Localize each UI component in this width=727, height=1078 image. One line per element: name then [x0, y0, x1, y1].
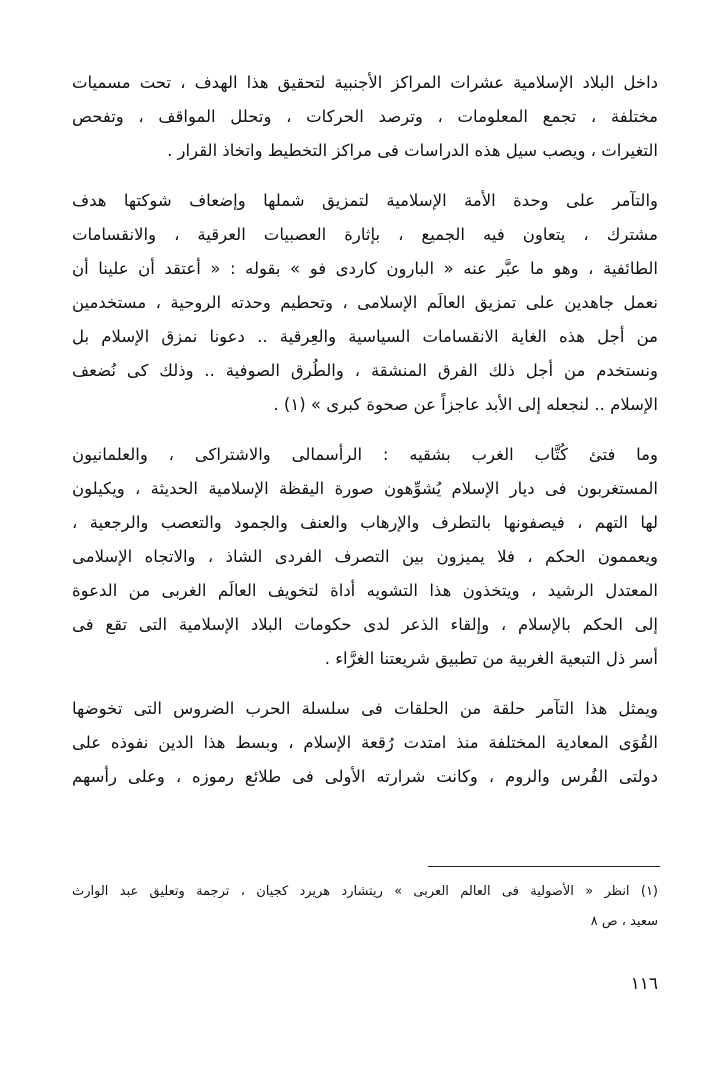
text-line: القُوَى المعادية المختلفة منذ امتدت رُقعة الإسلام ، وبسط هذا الدين نفوذه على [72, 733, 658, 752]
footnote-divider [428, 866, 660, 867]
page-number: ١١٦ [630, 974, 658, 994]
text-line: ويمثل هذا التآمر حلقة من الحلقات فى سلسلة الحرب الضروس التى تخوضها [72, 699, 658, 718]
paragraph-3 [72, 438, 658, 676]
text-line: المستغربون فى ديار الإسلام يُشوِّهون صورة اليقظة الإسلامية الحديثة ، ويكيلون [72, 479, 658, 498]
text-line: نعمل جاهدين على تمزيق العالَم الإسلامى ، وتحطيم وحدته الروحية ، مستخدمين [72, 293, 658, 312]
footnote-line: (١) انظر « الأصولية فى العالم العربى » ريتشارد هريرد كجيان ، ترجمة وتعليق عبد الوارث [72, 884, 658, 899]
paragraph-2 [72, 184, 658, 422]
text-line: إلى الحكم بالإسلام ، وإلقاء الذعر لدى حكومات البلاد الإسلامية التى تقع فى [72, 615, 658, 634]
text-line: وما فتئ كُتَّاب الغرب بشقيه : الرأسمالى والاشتراكى ، والعلمانيون [72, 445, 658, 464]
main-text [72, 66, 658, 794]
footnote-line: سعيد ، ص ٨ [590, 914, 658, 929]
text-line: الإسلام .. لنجعله إلى الأبد عاجزاً عن صحوة كبرى » (١) . [273, 395, 658, 414]
text-line: التغيرات ، ويصب سيل هذه الدراسات فى مراكز التخطيط واتخاذ القرار . [167, 141, 658, 160]
text-line: دولتى الفُرس والروم ، وكانت شرارته الأولى فى طلائع رموزه ، وعلى رأسهم [72, 767, 658, 786]
text-line: داخل البلاد الإسلامية عشرات المراكز الأجنبية لتحقيق هذا الهدف ، تحت مسميات [72, 73, 658, 92]
footnote [72, 877, 658, 937]
text-line: المعتدل الرشيد ، ويتخذون هذا التشويه أداة لتخويف العالَم الغربى من الدعوة [72, 581, 658, 600]
text-line: الطائفية ، وهو ما عبَّر عنه « البارون كاردى فو » بقوله : « أعتقد أن علينا أن [72, 259, 658, 278]
text-line: ونستخدم من أجل ذلك الفرق المنشقة ، والطُرق الصوفية .. وذلك كى نُضعف [72, 361, 658, 380]
text-line: أسر ذل التبعية الغربية من تطبيق شريعتنا الغرَّاء . [324, 649, 658, 668]
text-line: لها التهم ، فيصفونها بالتطرف والإرهاب والعنف والجمود والتعصب والرجعية ، [72, 513, 658, 532]
text-line: ويعممون الحكم ، فلا يميزون بين التصرف الفردى الشاذ ، والاتجاه الإسلامى [72, 547, 658, 566]
paragraph-1 [72, 66, 658, 168]
text-line: مشترك ، يتعاون فيه الجميع ، بإثارة العصبيات العرقية ، والانقسامات [72, 225, 658, 244]
text-line: مختلفة ، تجمع المعلومات ، وترصد الحركات ، وتحلل المواقف ، وتفحص [72, 107, 658, 126]
paragraph-4 [72, 692, 658, 794]
text-line: من أجل هذه الغاية الانقسامات السياسية والعِرقية .. دعونا نمزق الإسلام بل [72, 327, 658, 346]
text-line: والتآمر على وحدة الأمة الإسلامية لتمزيق شملها وإضعاف شوكتها هدف [72, 191, 658, 210]
